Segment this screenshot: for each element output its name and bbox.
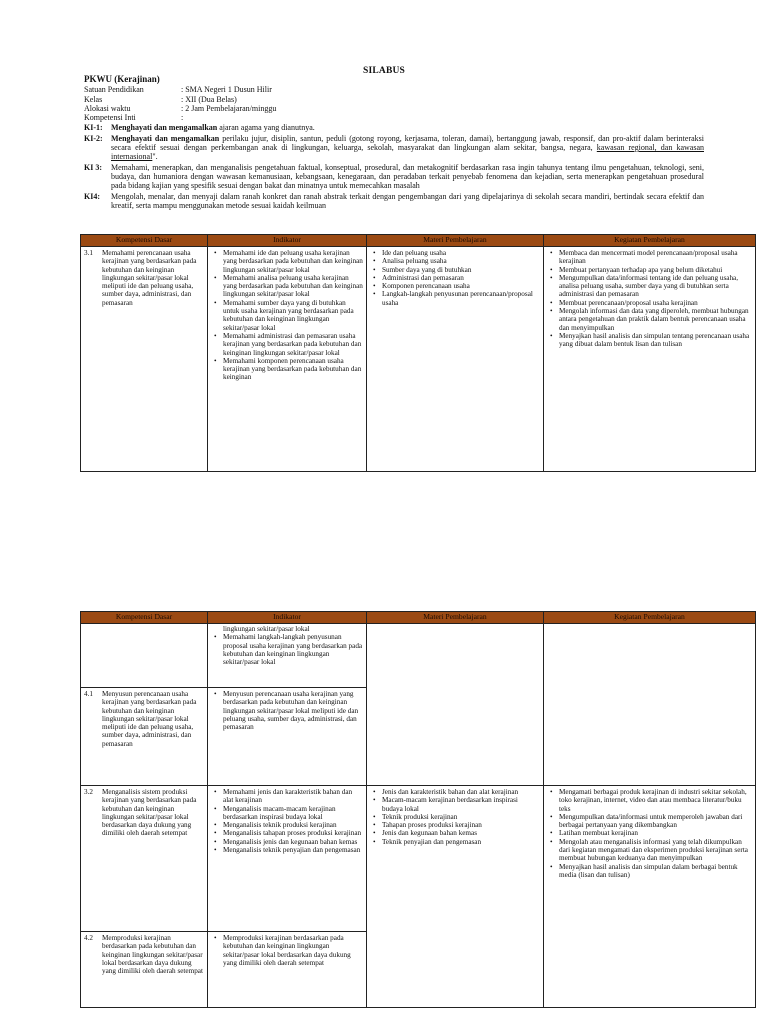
kd-number: 3.1 — [84, 249, 93, 257]
info-row — [84, 104, 704, 113]
document-header — [84, 75, 704, 210]
header-materi: Materi Pembelajaran — [367, 612, 544, 624]
table-row — [81, 247, 756, 472]
kegiatan-cell — [544, 624, 756, 786]
bullet-list — [370, 788, 540, 846]
list-item: • Memproduksi kerajinan berdasarkan pada kebutuhan dan keinginan lingkungan sekitar/pasar lokal berdasarkan daya dukung yang dimiliki oleh daerah setempat — [223, 934, 363, 967]
header-indikator: Indikator — [208, 235, 367, 247]
list-item: • Mengumpulkan data/informasi tentang ide dan peluang usaha, analisa peluang usaha, sumber daya yang di butuhkan serta administrasi dan pemasaran — [559, 274, 752, 299]
list-item: • Sumber daya yang di butuhkan — [382, 266, 540, 274]
info-value: : 2 Jam Pembelajaran/minggu — [181, 103, 277, 113]
list-item: • Administrasi dan pemasaran — [382, 274, 540, 282]
list-item: • Latihan membuat kerajinan — [559, 829, 752, 837]
header-kompetensi-dasar: Kompetensi Dasar — [81, 235, 208, 247]
list-item: • Menganalisis macam-macam kerajinan berdasarkan inspirasi budaya lokal — [223, 805, 363, 822]
header-kompetensi-dasar: Kompetensi Dasar — [81, 612, 208, 624]
kd-cell — [81, 624, 208, 688]
list-item: • Mengumpulkan data/informasi untuk memperoleh jawaban dari berbagai pertanyaan yang dikembangkan — [559, 813, 752, 830]
info-value: : SMA Negeri 1 Dusun Hilir — [181, 85, 272, 95]
list-item: • Ide dan peluang usaha — [382, 249, 540, 257]
header-kegiatan: Kegiatan Pembelajaran — [544, 612, 756, 624]
kd-text: Memahami perencanaan usaha kerajinan yang berdasarkan pada kebutuhan dan keinginan lingkungan sekitar/pasar lokal meliputi ide dan peluang usaha, sumber daya, administrasi, dan pemasaran — [102, 249, 197, 307]
ki-label: KI4: — [84, 191, 100, 201]
list-item: • Langkah-langkah penyusunan perencanaan/proposal usaha — [382, 290, 540, 307]
ki-text: Menghayati dan mengamalkan ajaran agama yang dianutnya. — [111, 123, 315, 133]
ki-row — [84, 123, 704, 132]
ki-label: KI-2: — [84, 133, 103, 143]
info-row — [84, 85, 704, 94]
ki-text: Menghayati dan mengamalkan perilaku jujur, disiplin, santun, peduli (gotong royong, kerjasama, toleran, damai), bertanggung jawab, responsif, dan pro-aktif dalam berinteraksi secara efektif sesuai dengan perkembangan anak di lingkungan, keluarga, sekolah, masyarakat dan lingkungan alam sekitar, bangsa, negara, kawasan regional, dan kawasan internasional". — [111, 133, 704, 162]
list-item: • Memahami ide dan peluang usaha kerajinan yang berdasarkan pada kebutuhan dan keinginan lingkungan sekitar/pasar lokal — [223, 249, 363, 274]
kd-cell — [81, 786, 208, 932]
page-title: SILABUS — [362, 66, 406, 76]
info-value: : — [181, 113, 184, 123]
info-label: Kelas — [84, 94, 103, 104]
kd-text: Memproduksi kerajinan berdasarkan pada kebutuhan dan keinginan lingkungan sekitar/pasar lokal berdasarkan daya dukung yang dimiliki oleh daerah setempat — [102, 934, 203, 976]
table-row — [81, 624, 756, 688]
header-indikator: Indikator — [208, 612, 367, 624]
kd-cell — [81, 247, 208, 472]
silabus-table-1 — [80, 234, 756, 472]
list-item: • Analisa peluang usaha — [382, 257, 540, 265]
materi-cell — [367, 247, 544, 472]
list-item: • Menganalisis jenis dan kegunaan bahan kemas — [223, 838, 363, 846]
list-item: • Membuat perencanaan/proposal usaha kerajinan — [559, 299, 752, 307]
kd-cell — [81, 932, 208, 1008]
list-item: • Menyajkan hasil analisis dan simpulan tentang perencanaan usaha yang dibuat dalam bentuk lisan dan tulisan — [559, 332, 752, 349]
list-item: • Teknik penyajian dan pengemasan — [382, 838, 540, 846]
ki-label: KI-1: — [84, 123, 103, 133]
info-value: : XII (Dua Belas) — [181, 94, 237, 104]
info-row — [84, 113, 704, 122]
bullet-list — [211, 249, 363, 382]
ki-text: Mengolah, menalar, dan menyaji dalam ranah konkret dan ranah abstrak terkait dengan pengembangan dari yang dipelajarinya di sekolah secara mandiri, bertindak secara efektif dan kreatif, serta mampu menggunakan metode sesuai kaidah keilmuan — [111, 191, 704, 210]
ki-row — [84, 134, 704, 162]
header-kegiatan: Kegiatan Pembelajaran — [544, 235, 756, 247]
bullet-list — [211, 633, 363, 666]
indikator-cell — [208, 932, 367, 1008]
list-item: • Memahami administrasi dan pemasaran usaha kerajinan yang berdasarkan pada kebutuhan dan keinginan lingkungan sekitar/pasar lokal — [223, 332, 363, 357]
ki-text: Memahami, menerapkan, dan menganalisis pengetahuan faktual, konseptual, prosedural, dan metakognitif berdasarkan rasa ingin tahunya tentang ilmu pengetahuan, teknologi, seni, budaya, dan humaniora dengan wawasan kemanusiaan, kebangsaan, kenegaraan, dan peradaban terkait penyebab fenomena dan kejadian, serta menerapkan pengetahuan prosedural pada bidang kajian yang spesifik sesuai dengan bakat dan minatnya untuk memecahkan masalah — [111, 162, 704, 191]
indikator-cell — [208, 688, 367, 786]
ki-row — [84, 192, 704, 211]
kegiatan-cell — [544, 786, 756, 1008]
info-label: Kompetensi Inti — [84, 113, 136, 123]
table-row — [81, 786, 756, 932]
materi-cell — [367, 786, 544, 1008]
info-label: Alokasi waktu — [84, 103, 131, 113]
list-item: • Tahapan proses produksi kerajinan — [382, 821, 540, 829]
list-item: • Macam-macam kerajinan berdasarkan inspirasi budaya lokal — [382, 796, 540, 813]
materi-cell — [367, 624, 544, 786]
list-item: • Menyajkan hasil analisis dan simpulan dalam berbagai bentuk media (lisan dan tulisan) — [559, 863, 752, 880]
list-item: • Memahami langkah-langkah penyusunan proposal usaha kerajinan yang berdasarkan pada kebutuhan dan keinginan lingkungan sekitar/pasar lokal — [223, 633, 363, 666]
list-item: • Komponen perencanaan usaha — [382, 282, 540, 290]
kd-number: 4.2 — [84, 934, 93, 942]
kd-number: 3.2 — [84, 788, 93, 796]
bullet-list — [211, 690, 363, 731]
list-item: • Menganalisis teknik penyajian dan pengemasan — [223, 846, 363, 854]
info-row — [84, 95, 704, 104]
kd-text: Menganalisis sistem produksi kerajinan yang berdasarkan pada kebutuhan dan keinginan lingkungan sekitar/pasar lokal berdasarkan daya dukung yang dimiliki oleh daerah setempat — [102, 788, 197, 838]
list-item: • Membuat pertanyaan terhadap apa yang belum diketahui — [559, 266, 752, 274]
list-item: • Jenis dan kegunaan bahan kemas — [382, 829, 540, 837]
indikator-cell — [208, 247, 367, 472]
bullet-list — [370, 249, 540, 307]
list-item: • Mengamati berbagai produk kerajinan di industri sekitar sekolah, toko kerajinan, internet, video dan atau membaca literatur/buku teks — [559, 788, 752, 813]
list-item: • Memahami jenis dan karakteristik bahan dan alat kerajinan — [223, 788, 363, 805]
kd-number: 4.1 — [84, 690, 93, 698]
bullet-list — [547, 249, 752, 349]
list-item: • Menganalisis tahapan proses produksi kerajinan — [223, 829, 363, 837]
header-materi: Materi Pembelajaran — [367, 235, 544, 247]
indikator-cell — [208, 624, 367, 688]
bullet-list — [547, 788, 752, 879]
indikator-cell — [208, 786, 367, 932]
list-item: • Mengolah informasi dan data yang diperoleh, membuat hubungan antara pengetahuan dan praktik dalam bentuk perencanaan usaha dan menyimpulkan — [559, 307, 752, 332]
list-item: • Membaca dan mencermati model perencanaan/proposal usaha kerajinan — [559, 249, 752, 266]
table-header-row — [81, 235, 756, 247]
ki-label: KI 3: — [84, 162, 102, 172]
info-block — [84, 85, 704, 122]
list-item: • Teknik produksi kerajinan — [382, 813, 540, 821]
list-item: • Mengolah atau menganalisis informasi yang telah dikumpulkan dari kegiatan mengamati dan eksperimen produksi kerajinan serta membuat hubungan keduanya dan menyimpulkan — [559, 838, 752, 863]
bullet-list — [211, 788, 363, 854]
list-item: • Memahami analisa peluang usaha kerajinan yang berdasarkan pada kebutuhan dan keinginan lingkungan sekitar/pasar lokal — [223, 274, 363, 299]
bullet-list — [211, 934, 363, 967]
ki-row — [84, 163, 704, 191]
silabus-table-2 — [80, 611, 756, 1008]
kegiatan-cell — [544, 247, 756, 472]
subject-title: PKWU (Kerajinan) — [84, 74, 160, 84]
list-item: • Memahami sumber daya yang di butuhkan untuk usaha kerajinan yang berdasarkan pada kebutuhan dan keinginan lingkungan sekitar/pasar lokal — [223, 299, 363, 332]
list-item: • Memahami komponen perencanaan usaha kerajinan yang berdasarkan pada kebutuhan dan keinginan — [223, 357, 363, 382]
table-header-row — [81, 612, 756, 624]
list-item: • Jenis dan karakteristik bahan dan alat kerajinan — [382, 788, 540, 796]
list-item: • Menganalisis teknik produksi kerajinan — [223, 821, 363, 829]
info-label: Satuan Pendidikan — [84, 85, 144, 95]
kd-text: Menyusun perencanaan usaha kerajinan yang berdasarkan pada kebutuhan dan keinginan lingkungan sekitar/pasar lokal meliputi ide dan peluang usaha, sumber daya, administrasi, dan pemasaran — [102, 690, 197, 748]
kd-cell — [81, 688, 208, 786]
list-item: • Menyusun perencanaan usaha kerajinan yang berdasarkan pada kebutuhan dan keinginan lingkungan sekitar/pasar lokal meliputi ide dan peluang usaha, sumber daya, administrasi, dan pemasaran — [223, 690, 363, 731]
continued-text: lingkungan sekitar/pasar lokal — [223, 625, 310, 633]
